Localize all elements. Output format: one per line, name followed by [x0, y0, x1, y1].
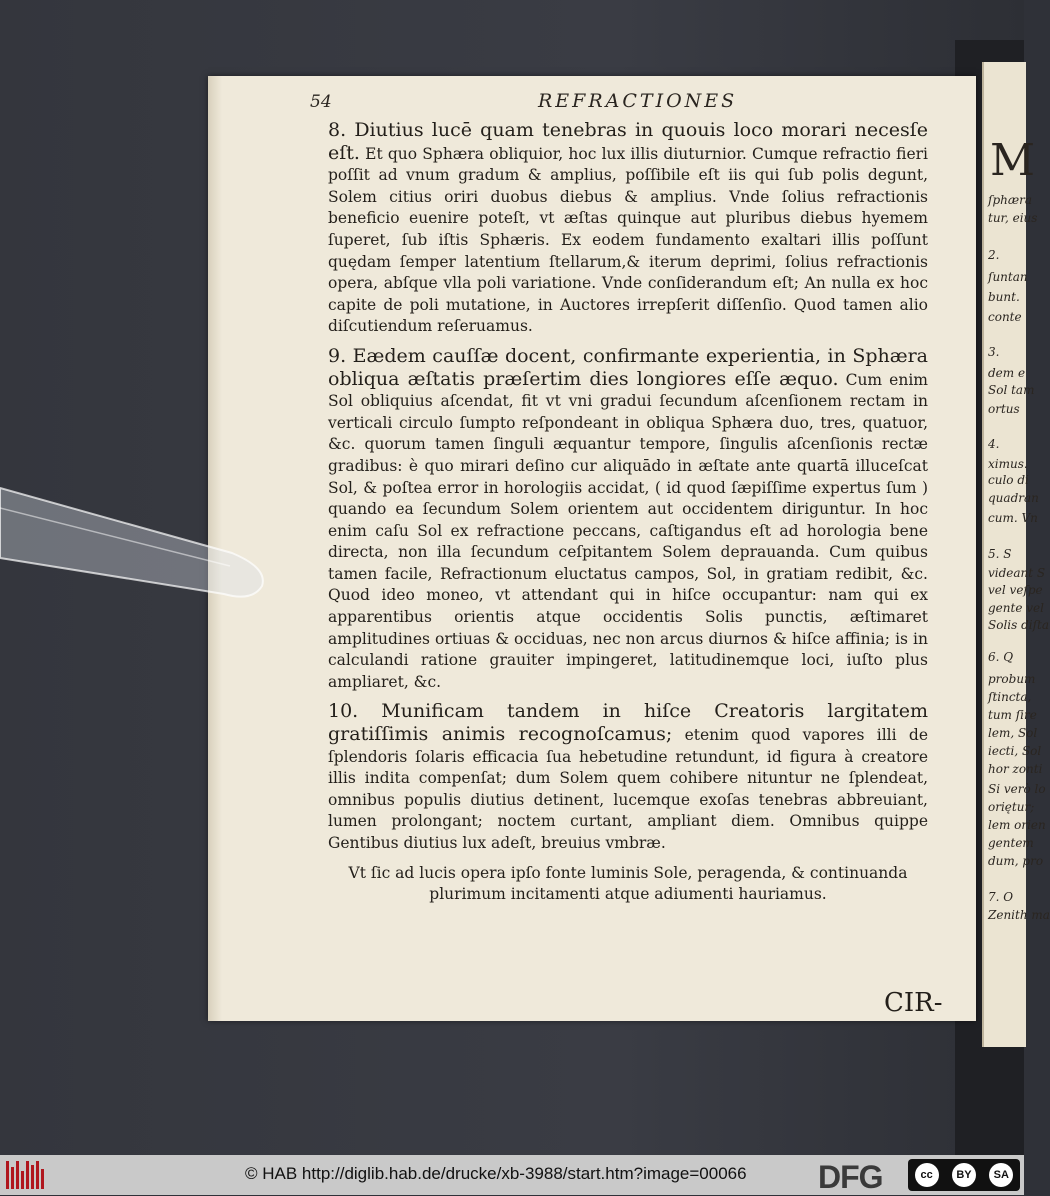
by-icon: BY: [952, 1163, 976, 1187]
running-head: REFRACTIONES: [538, 90, 738, 112]
paragraph-body: Cum enim Sol obliquius aſcendat, fit vt vni gradui ſecundum aſcenſionem rectam in verticali circulo ſumpto reſpondeant in obliqua Sphæra duo, tres, quatuor, &c. quorum tamen ſinguli æquantur tempore, ſingulis aſcenſionis rectæ gradibus: è quo mirari deſino cur aliquādo in æſtate ante quartā illuceſcat Sol, & poſtea error in horologiis accidat, ( id quod ſæpiſſime expertus ſum ) quando ea ſecundum Solem orientem aut occidentem diriguntur. In hoc enim caſu Sol ex refractione peccans, caſtigandus eſt ad horologia bene directa, non illa ſecundum ceſpitantem Solem deprauanda. Cum quibus tamen facile, Refractionum eluctatus campos, Sol, in gratiam redibit, &c. Quod ideo moneo, vt attendant qui in hiſce occupantur: nam qui ex apparentibus orientis atque occidentis Solis punctis, æſtimaret amplitudines ortiuas & occiduas, nec non arcus diurnos & hiſce affinia; is in calculandi ratione grauiter impingeret, latitudinemque loci, iuſto plus ampliaret, &c.: [328, 370, 928, 691]
facing-page-fragment: cum. Vn: [988, 511, 1038, 525]
facing-page-fragment: ſtincta,: [988, 690, 1032, 704]
facing-page-fragment: 2.: [988, 248, 1000, 262]
facing-page-fragment: tur, eius: [988, 211, 1038, 225]
facing-page-fragment: 3.: [988, 345, 1000, 359]
facing-page-fragment: 7. O: [988, 890, 1014, 904]
paragraph-lead: 9. Eædem cauſſæ docent, confirmante experientia, in Sphæra obliqua æſtatis præſertim dies longiores eſſe æquo.: [328, 344, 928, 390]
cc-license-badge[interactable]: [908, 1159, 1020, 1191]
facing-page-fragment: M: [990, 135, 1036, 186]
facing-page-fragment: lem orien: [988, 818, 1046, 832]
facing-page-fragment: Si verò lo: [988, 782, 1046, 796]
glass-ruler: [0, 478, 268, 608]
facing-page-fragment: ſphæra: [988, 193, 1033, 207]
facing-page-fragment: Sol tam: [988, 383, 1035, 397]
facing-page-edge: [982, 62, 1050, 1047]
catchword: CIR-: [884, 988, 943, 1018]
facing-page-fragment: conte: [988, 310, 1022, 324]
facing-page-fragment: 4.: [988, 437, 1000, 451]
facing-page-fragment: culo di: [988, 473, 1029, 487]
dfg-logo: DFG: [818, 1159, 883, 1195]
paragraph-body: Vt ſic ad lucis opera ipſo fonte luminis Sole, peragenda, & continuanda plurimum incitamenti atque adiumenti hauriamus.: [348, 863, 908, 904]
facing-page-fragment: dum, pro: [988, 854, 1044, 868]
sa-icon: SA: [989, 1163, 1013, 1187]
page-text: [328, 120, 928, 914]
hab-logo-icon: [6, 1161, 46, 1189]
facing-page-fragment: Zenith ma: [988, 908, 1050, 922]
facing-page-fragment: iecti, Sol: [988, 744, 1042, 758]
facing-page-fragment: ſuntan: [988, 270, 1028, 284]
facing-page-fragment: quadran: [988, 491, 1039, 505]
paragraph-body: etenim quod vapores illi de ſplendoris ſolaris efficacia ſua hebetudine retundunt, id figura à creatore illis indita compenſat; dum Solem quem cohibere nituntur ne ſplendeat, omnibus populis diutius detinent, lucemque exoſas tenebras abbreuiant, lumen prolongant; noctem curtant, ampliant diem. Omnibus quippe Gentibus diutius lux adeſt, breuius vmbræ.: [328, 726, 928, 852]
facing-page-fragment: ortus: [988, 402, 1020, 416]
page-number: 54: [310, 92, 332, 112]
paragraph-body: Et quo Sphæra obliquior, hoc lux illis diuturnior. Cumque refractio fieri poſſit ad vnum gradum & amplius, poſſibile eſt iis qui ſub polis degunt, Solem citius oriri duobus diebus & amplius. Vnde ſolius refractionis beneficio euenire poteſt, vt æſtas quinque aut pluribus diebus hyemem ſuperet, ſub iſtis Sphæris. Ex eodem fundamento exaltari illis poſſunt quędam ſemper latentium ſtellarum,& iterum deprimi, ſolius refractionis opera, abſque vlla poli variatione. Vnde conſiderandum eſt; An nulla ex hoc capite de poli mutatione, in Auctores irrepſerit diſſenſio. Quod tamen alio diſcutiendum reſeruamus.: [328, 144, 928, 336]
facing-page-fragment: gente vel: [988, 601, 1044, 615]
facing-page-fragment: lem, Sol: [988, 726, 1038, 740]
facing-page-fragment: ximus.: [988, 457, 1028, 471]
viewer-footer: [0, 1155, 1024, 1195]
facing-page-fragment: probum: [988, 672, 1036, 686]
facing-page-fragment: videant S: [988, 566, 1046, 580]
paragraph-10: [328, 701, 928, 854]
source-link[interactable]: © HAB http://diglib.hab.de/drucke/xb-3988/start.htm?image=00066: [245, 1164, 747, 1183]
facing-page-fragment: 5. S: [988, 547, 1012, 561]
paragraph-8: [328, 120, 928, 338]
facing-page-fragment: Solis diſta: [988, 618, 1050, 632]
closing-lines: [328, 863, 928, 906]
paragraph-lead: 8. Diutius lucē quam tenebras in quouis loco morari necesſe eſt.: [328, 119, 928, 164]
cc-icon: cc: [915, 1163, 939, 1187]
facing-page-fragment: dem e: [988, 366, 1026, 380]
facing-page-fragment: oriętur;: [988, 800, 1035, 814]
facing-page-fragment: bunt.: [988, 290, 1020, 304]
facing-page-fragment: tum ſire: [988, 708, 1037, 722]
book-page: [208, 76, 976, 1021]
paragraph-lead: 10. Munificam tandem in hiſce Creatoris largitatem gratiſſimis animis recognoſcamus;: [328, 700, 928, 746]
facing-page-fragment: hor zonti: [988, 762, 1043, 776]
facing-page-fragment: gentem: [988, 836, 1034, 850]
facing-page-fragment: 6. Q: [988, 650, 1014, 664]
paragraph-9: [328, 346, 928, 694]
facing-page-fragment: vel veſpe: [988, 583, 1043, 597]
